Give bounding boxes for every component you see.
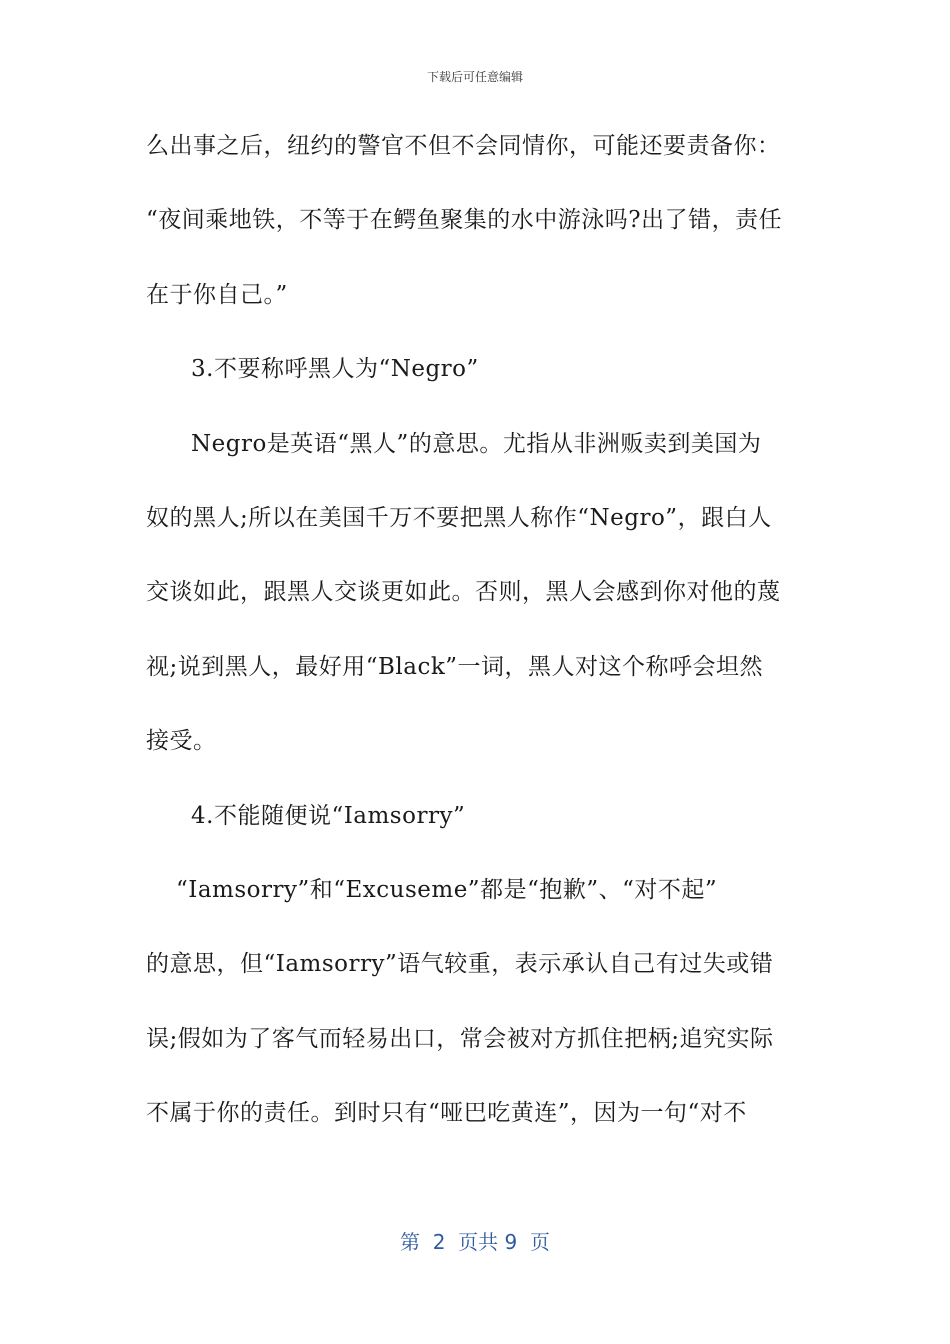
text-line: Negro是英语“黑人”的意思。尤指从非洲贩卖到美国为 [191, 430, 762, 457]
text-line: 接受。 [146, 728, 217, 755]
page-number-footer: 第 2 页共 9 页 [400, 1230, 550, 1254]
section-heading: 4.不能随便说“Iamsorry” [191, 802, 466, 829]
text-line: 么出事之后，纽约的警官不但不会同情你，可能还要责备你： [146, 133, 781, 159]
page-header: 下载后可任意编辑 [426, 70, 523, 84]
text-line: 的意思，但“Iamsorry”语气较重，表示承认自己有过失或错 [146, 951, 774, 978]
text-line: 误;假如为了客气而轻易出口，常会被对方抓住把柄;追究实际 [146, 1025, 774, 1052]
text-line: 奴的黑人;所以在美国千万不要把黑人称作“Negro”，跟白人 [146, 504, 772, 531]
document-body [146, 121, 806, 1162]
text-line: 交谈如此，跟黑人交谈更如此。否则，黑人会感到你对他的蔑 [146, 579, 781, 606]
text-line: 视;说到黑人，最好用“Black”一词，黑人对这个称呼会坦然 [146, 653, 764, 680]
text-line: 不属于你的责任。到时只有“哑巴吃黄连”，因为一句“对不 [146, 1100, 747, 1127]
text-line: “夜间乘地铁，不等于在鳄鱼聚集的水中游泳吗?出了错，责任 [146, 207, 783, 234]
section-heading: 3.不要称呼黑人为“Negro” [191, 356, 479, 383]
text-line: “Iamsorry”和“Excuseme”都是“抱歉”、“对不起” [176, 876, 718, 903]
text-line: 在于你自己。” [146, 281, 288, 308]
